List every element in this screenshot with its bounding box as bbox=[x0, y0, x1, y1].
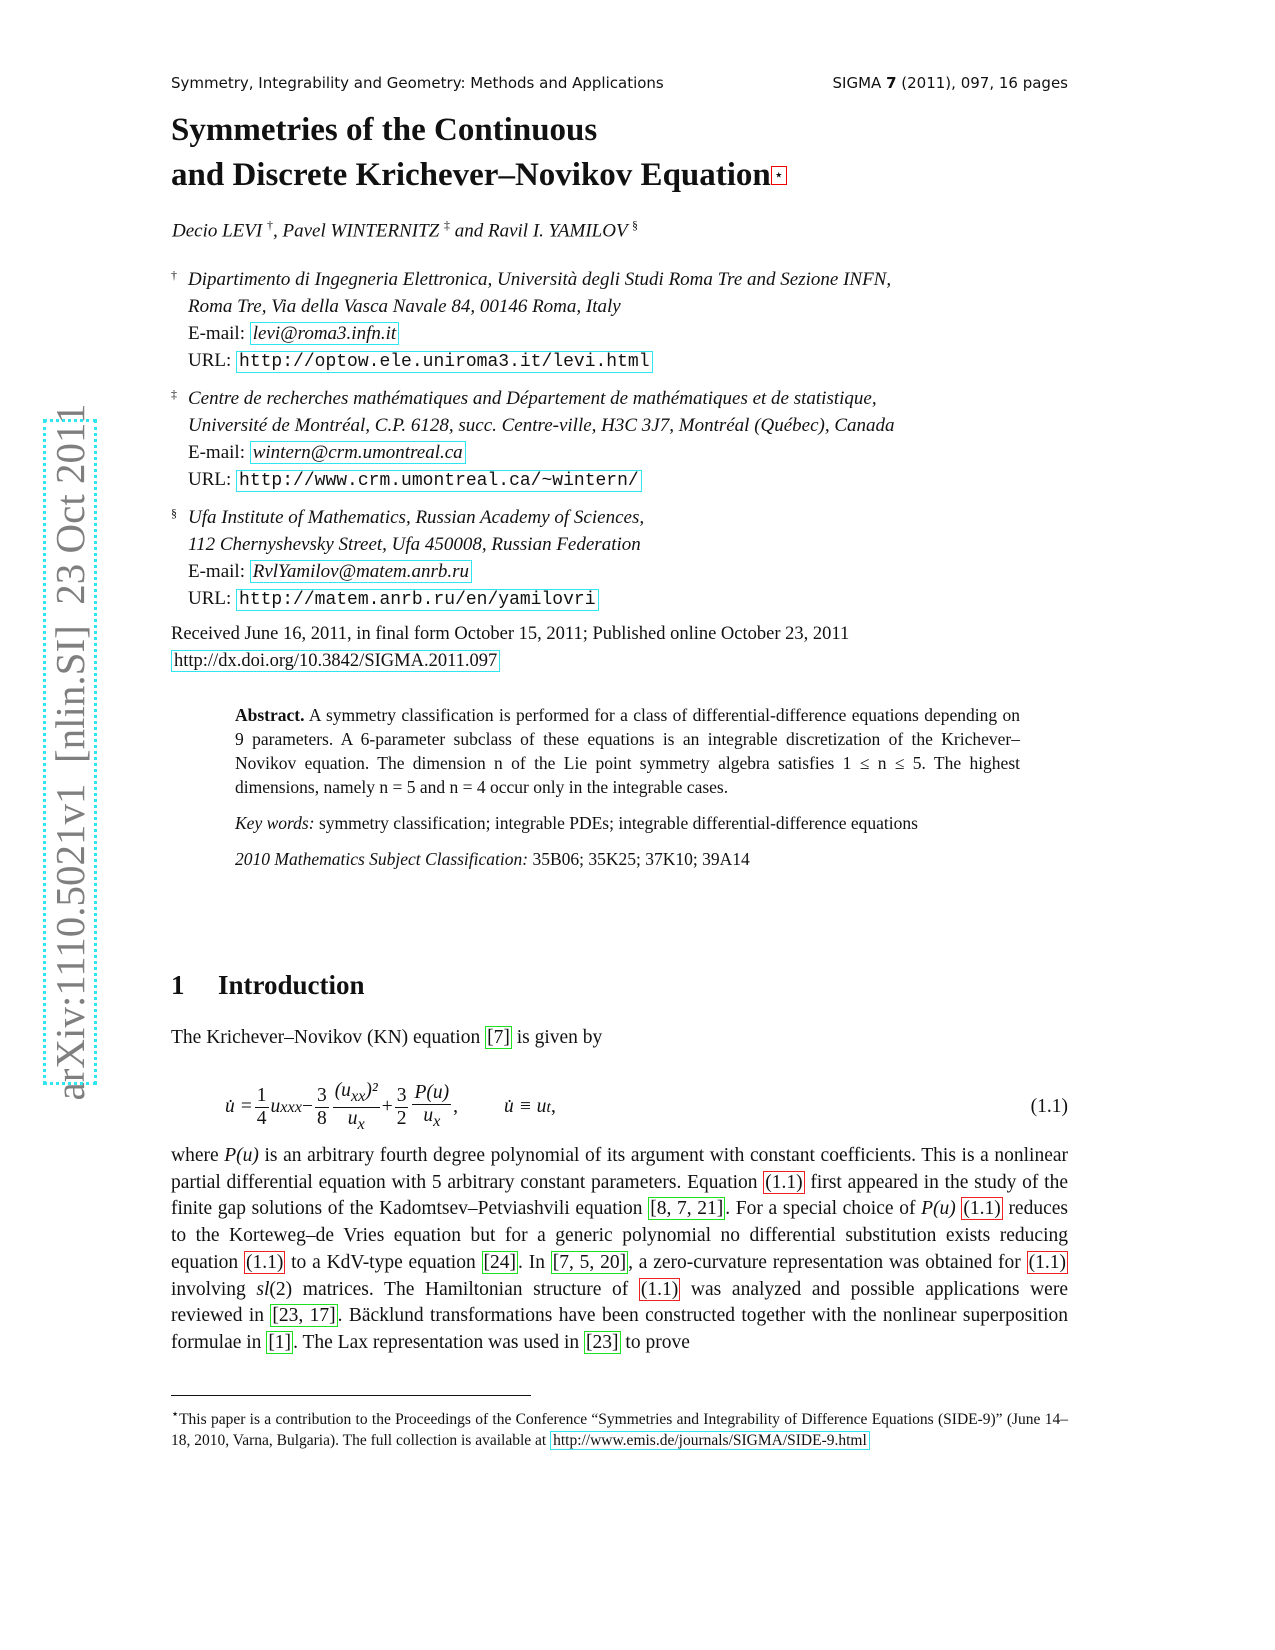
affiliation-3: § Ufa Institute of Mathematics, Russian Academy of Sciences, 112 Chernyshevsky Street, Ufa 450008, Russian Federation E-mail: RvlYamilov@matem.anrb.ru URL: http://matem.anrb.ru/en/yamilovri bbox=[171, 506, 645, 610]
footnote-url-link[interactable]: http://www.emis.de/journals/SIGMA/SIDE-9.html bbox=[550, 1431, 870, 1450]
title-footnote-link[interactable]: ⋆ bbox=[771, 166, 787, 185]
body-text: . Bäcklund transformations have been constructed together with the nonlinear superposition formulae in bbox=[171, 1305, 1068, 1353]
arxiv-stamp[interactable]: arXiv:1110.5021v1 [nlin.SI] 23 Oct 2011 bbox=[43, 419, 97, 1085]
footnote: ⋆This paper is a contribution to the Proceedings of the Conference “Symmetries and Integrability of Difference Equations (SIDE-9)” (June 14–18, 2010, Varna, Bulgaria). The full collection is available at http://www.emis.de/journals/SIGMA/SIDE-9.html bbox=[171, 1406, 1068, 1450]
citation-link[interactable]: [8, 7, 21] bbox=[650, 1198, 724, 1220]
math-text: P(u) bbox=[921, 1198, 956, 1220]
body-text: . For a special choice of bbox=[725, 1198, 922, 1220]
doi-link[interactable]: http://dx.doi.org/10.3842/SIGMA.2011.097 bbox=[171, 650, 500, 672]
citation-link[interactable]: [23, 17] bbox=[272, 1305, 336, 1327]
url-link[interactable]: http://matem.anrb.ru/en/yamilovri bbox=[236, 589, 598, 611]
body-text: is an arbitrary fourth degree polynomial of its argument with constant coefficients. This is a nonlinear partial differential equation with 5 arbitrary constant parameters. Equation bbox=[171, 1145, 1069, 1193]
citation-link[interactable]: [1] bbox=[268, 1331, 292, 1353]
body-text: reduces to the Korteweg–de Vries equation but for a generic polynomial no differential substitution exists reducing equation bbox=[171, 1198, 1068, 1273]
body-text: where bbox=[171, 1145, 225, 1166]
publication-info bbox=[171, 621, 849, 675]
paper-title: Symmetries of the Continuous and Discrete Krichever–Novikov Equation ⋆ bbox=[171, 108, 787, 198]
body-text: . The Lax representation was used in bbox=[293, 1331, 585, 1353]
citation-link[interactable]: [7, 5, 20] bbox=[552, 1251, 627, 1273]
running-header bbox=[171, 74, 1068, 92]
equation-ref-link[interactable]: (1.1) bbox=[245, 1251, 284, 1273]
body-text: to prove bbox=[620, 1331, 690, 1353]
email-link[interactable]: RvlYamilov@matem.anrb.ru bbox=[250, 560, 472, 583]
equation-ref-link[interactable]: (1.1) bbox=[640, 1278, 679, 1300]
authors: Decio LEVI †, Pavel WINTERNITZ ‡ and Ravil I. YAMILOV § bbox=[172, 218, 638, 242]
math-text: P(u) bbox=[224, 1145, 259, 1166]
body-text: was analyzed and possible applications were reviewed in bbox=[171, 1278, 1068, 1327]
intro-paragraph bbox=[171, 1143, 1068, 1357]
body-text: is given by bbox=[511, 1027, 603, 1048]
journal-citation: SIGMA 7 (2011), 097, 16 pages bbox=[832, 74, 1068, 92]
equation-1-1: u̇ = $\frac{1}{4}$ u xxx − $\frac{3}{8}$ $\frac{(u_{xx})^2}{u_x}$ + $\frac{3}{2}$ $\frac{P(u)}{u_x}$ , u̇ ≡ u t , (1.1) bbox=[225, 1080, 1068, 1133]
equation-ref-link[interactable]: (1.1) bbox=[963, 1198, 1001, 1220]
section-heading: 1 Introduction bbox=[171, 970, 365, 1000]
body-text: involving bbox=[171, 1278, 257, 1300]
body-text: , a zero-curvature representation was obtained for bbox=[628, 1251, 1027, 1273]
affiliation-2: ‡ Centre de recherches mathématiques and Département de mathématiques et de statistique, Université de Montréal, C.P. 6128, succ. Centre-ville, H3C 3J7, Montréal (Québec), Canada E-mail: wintern@crm.umontreal.ca URL: http://www.crm.umontreal.ca/~wintern/ bbox=[171, 387, 895, 491]
body-text: . In bbox=[518, 1251, 551, 1273]
citation-link[interactable]: [24] bbox=[483, 1251, 517, 1273]
journal-name: Symmetry, Integrability and Geometry: Methods and Applications bbox=[171, 74, 664, 92]
footnote-rule bbox=[171, 1395, 531, 1396]
math-text: sl bbox=[256, 1278, 270, 1300]
received-dates: Received June 16, 2011, in final form October 15, 2011; Published online October 23, 2011 bbox=[171, 624, 850, 644]
body-text: (2) matrices. The Hamiltonian structure of bbox=[269, 1278, 639, 1300]
abstract: Abstract. A symmetry classification is performed for a class of differential-difference equations depending on 9 parameters. A 6-parameter subclass of these equations is an integrable discretization of the Krichever–Novikov equation. The dimension n of the Lie point symmetry algebra satisfies 1 ≤ n ≤ 5. The highest dimensions, namely n = 5 and n = 4 occur only in the integrable cases. Key words: symmetry classification; integrable PDEs; integrable differential-difference equations 2010 Mathematics Subject Classification: 35B06; 35K25; 37K10; 39A14 bbox=[235, 705, 1020, 869]
citation-link[interactable]: [23] bbox=[586, 1331, 619, 1353]
equation-ref-link[interactable]: (1.1) bbox=[765, 1171, 803, 1193]
intro-lead bbox=[171, 1025, 1068, 1052]
equation-ref-link[interactable]: (1.1) bbox=[1028, 1251, 1066, 1273]
equation-number: (1.1) bbox=[1030, 1096, 1068, 1118]
body-text: to a KdV-type equation bbox=[285, 1251, 482, 1273]
body-text: first appeared in the study of the finite gap solutions of the Kadomtsev–Petviashvili equation bbox=[171, 1171, 1068, 1220]
body-text: The Krichever–Novikov (KN) equation bbox=[171, 1027, 486, 1048]
email-link[interactable]: levi@roma3.infn.it bbox=[250, 322, 399, 345]
citation-link[interactable]: [7] bbox=[487, 1027, 510, 1048]
url-link[interactable]: http://optow.ele.uniroma3.it/levi.html bbox=[236, 351, 652, 373]
url-link[interactable]: http://www.crm.umontreal.ca/~wintern/ bbox=[236, 470, 642, 492]
email-link[interactable]: wintern@crm.umontreal.ca bbox=[250, 441, 466, 464]
affiliation-1: † Dipartimento di Ingegneria Elettronica, Università degli Studi Roma Tre and Sezione INFN, Roma Tre, Via della Vasca Navale 84, 00146 Roma, Italy E-mail: levi@roma3.infn.it URL: http://optow.ele.uniroma3.it/levi.html bbox=[171, 268, 892, 372]
